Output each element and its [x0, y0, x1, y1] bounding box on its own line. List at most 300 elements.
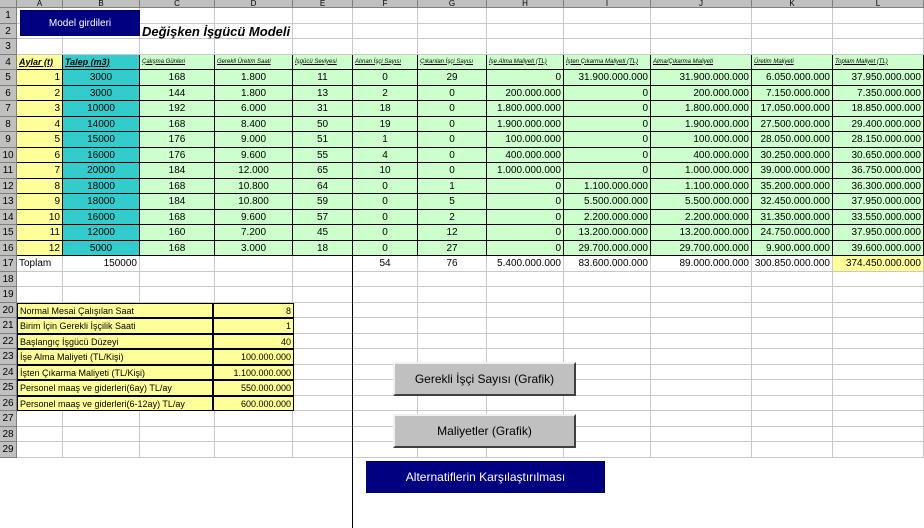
input-value[interactable]: 600.000.000	[213, 396, 294, 412]
table-cell[interactable]: 5	[418, 194, 487, 210]
grid-cell[interactable]	[564, 24, 651, 40]
table-cell[interactable]: 37.950.000.000	[833, 70, 924, 86]
table-cell[interactable]: 0	[564, 86, 651, 102]
row-header-24[interactable]: 24	[0, 365, 17, 381]
grid-cell[interactable]	[17, 427, 63, 443]
input-value[interactable]: 40	[213, 334, 294, 350]
table-cell[interactable]: 0	[353, 179, 418, 195]
row-header-5[interactable]: 5	[0, 70, 17, 86]
grid-cell[interactable]	[293, 24, 353, 40]
table-cell[interactable]: 30.250.000.000	[752, 148, 833, 164]
workers-chart-button[interactable]: Gerekli İşçi Sayısı (Grafik)	[393, 362, 576, 396]
column-header-c[interactable]: C	[140, 0, 215, 8]
table-cell[interactable]: 29.700.000.000	[651, 241, 752, 257]
grid-cell[interactable]	[418, 8, 487, 24]
table-cell[interactable]: 6.050.000.000	[752, 70, 833, 86]
table-cell[interactable]: 39.600.000.000	[833, 241, 924, 257]
table-cell[interactable]: 0	[353, 225, 418, 241]
row-header-9[interactable]: 9	[0, 132, 17, 148]
grid-cell[interactable]	[140, 39, 215, 55]
grid-cell[interactable]	[63, 427, 140, 443]
grid-cell[interactable]	[418, 24, 487, 40]
grid-cell[interactable]	[752, 442, 833, 458]
table-cell[interactable]: 18000	[63, 179, 140, 195]
table-cell[interactable]: 20000	[63, 163, 140, 179]
grid-cell[interactable]	[63, 272, 140, 288]
grid-cell[interactable]	[651, 411, 752, 427]
grid-cell[interactable]	[293, 349, 353, 365]
grid-cell[interactable]	[293, 411, 353, 427]
grid-cell[interactable]	[293, 8, 353, 24]
grid-cell[interactable]	[833, 318, 924, 334]
table-cell[interactable]: 9.600	[215, 148, 293, 164]
grid-cell[interactable]	[752, 427, 833, 443]
grid-cell[interactable]	[487, 396, 564, 412]
grid-cell[interactable]	[752, 334, 833, 350]
table-cell[interactable]: 64	[293, 179, 353, 195]
grid-cell[interactable]	[564, 8, 651, 24]
grid-cell[interactable]	[564, 303, 651, 319]
grid-cell[interactable]	[651, 287, 752, 303]
table-cell[interactable]: 6.000	[215, 101, 293, 117]
row-header-2[interactable]: 2	[0, 24, 17, 40]
table-cell[interactable]: 12.000	[215, 163, 293, 179]
table-cell[interactable]: 0	[418, 117, 487, 133]
grid-cell[interactable]	[140, 427, 215, 443]
grid-cell[interactable]	[215, 272, 293, 288]
table-cell[interactable]: 39.000.000.000	[752, 163, 833, 179]
table-cell[interactable]: 168	[140, 117, 215, 133]
table-cell[interactable]: 7	[17, 163, 63, 179]
grid-cell[interactable]	[418, 272, 487, 288]
table-cell[interactable]: 29	[418, 70, 487, 86]
table-cell[interactable]: 11	[293, 70, 353, 86]
grid-cell[interactable]	[353, 396, 418, 412]
grid-cell[interactable]	[215, 411, 293, 427]
input-value[interactable]: 1.100.000.000	[213, 365, 294, 381]
table-cell[interactable]: 0	[418, 148, 487, 164]
table-cell[interactable]: 8.400	[215, 117, 293, 133]
grid-cell[interactable]	[140, 442, 215, 458]
grid-cell[interactable]	[833, 24, 924, 40]
table-cell[interactable]: 28.050.000.000	[752, 132, 833, 148]
table-cell[interactable]: 2	[17, 86, 63, 102]
grid-cell[interactable]	[651, 427, 752, 443]
row-header-20[interactable]: 20	[0, 303, 17, 319]
table-cell[interactable]: 0	[564, 101, 651, 117]
grid-cell[interactable]	[487, 8, 564, 24]
grid-cell[interactable]	[140, 256, 215, 272]
grid-cell[interactable]	[752, 318, 833, 334]
table-cell[interactable]: 0	[487, 179, 564, 195]
grid-cell[interactable]	[215, 287, 293, 303]
grid-cell[interactable]	[353, 272, 418, 288]
table-cell[interactable]: 1.800	[215, 86, 293, 102]
table-cell[interactable]: 1	[17, 70, 63, 86]
grid-cell[interactable]	[293, 318, 353, 334]
table-cell[interactable]: 18	[293, 241, 353, 257]
grid-cell[interactable]	[651, 24, 752, 40]
grid-cell[interactable]	[487, 303, 564, 319]
table-cell[interactable]: 3	[17, 101, 63, 117]
table-cell[interactable]: 55	[293, 148, 353, 164]
table-cell[interactable]: 12	[17, 241, 63, 257]
grid-cell[interactable]	[752, 24, 833, 40]
grid-cell[interactable]	[752, 39, 833, 55]
row-header-23[interactable]: 23	[0, 349, 17, 365]
table-cell[interactable]: 1.100.000.000	[564, 179, 651, 195]
grid-cell[interactable]	[17, 287, 63, 303]
row-header-11[interactable]: 11	[0, 163, 17, 179]
table-cell[interactable]: 5	[17, 132, 63, 148]
grid-cell[interactable]	[564, 427, 651, 443]
grid-cell[interactable]	[752, 365, 833, 381]
table-cell[interactable]: 9.900.000.000	[752, 241, 833, 257]
grid-cell[interactable]	[833, 287, 924, 303]
grid-cell[interactable]	[418, 287, 487, 303]
model-inputs-button[interactable]: Model girdileri	[20, 10, 140, 36]
row-header-25[interactable]: 25	[0, 380, 17, 396]
grid-cell[interactable]	[140, 8, 215, 24]
table-cell[interactable]: 29.700.000.000	[564, 241, 651, 257]
table-cell[interactable]: 9	[17, 194, 63, 210]
table-cell[interactable]: 184	[140, 163, 215, 179]
table-cell[interactable]: 12	[418, 225, 487, 241]
grid-cell[interactable]	[651, 442, 752, 458]
table-cell[interactable]: 15000	[63, 132, 140, 148]
table-cell[interactable]: 7.150.000.000	[752, 86, 833, 102]
table-cell[interactable]: 27.500.000.000	[752, 117, 833, 133]
table-cell[interactable]: 16000	[63, 148, 140, 164]
table-cell[interactable]: 24.750.000.000	[752, 225, 833, 241]
table-cell[interactable]: 0	[487, 194, 564, 210]
table-cell[interactable]: 7.350.000.000	[833, 86, 924, 102]
grid-cell[interactable]	[833, 272, 924, 288]
grid-cell[interactable]	[63, 411, 140, 427]
grid-cell[interactable]	[833, 380, 924, 396]
table-cell[interactable]: 10.800	[215, 179, 293, 195]
column-header-l[interactable]: L	[833, 0, 924, 8]
grid-cell[interactable]	[418, 303, 487, 319]
input-value[interactable]: 8	[213, 303, 294, 319]
total-label[interactable]: Toplam	[17, 256, 63, 272]
total-hired[interactable]: 54	[353, 256, 418, 272]
grid-cell[interactable]	[418, 318, 487, 334]
table-cell[interactable]: 5000	[63, 241, 140, 257]
grid-cell[interactable]	[293, 39, 353, 55]
table-cell[interactable]: 0	[487, 241, 564, 257]
grid-cell[interactable]	[353, 334, 418, 350]
table-cell[interactable]: 100.000.000	[487, 132, 564, 148]
table-cell[interactable]: 5.500.000.000	[564, 194, 651, 210]
table-cell[interactable]: 1.800	[215, 70, 293, 86]
table-cell[interactable]: 1.800.000.000	[487, 101, 564, 117]
grid-cell[interactable]	[353, 287, 418, 303]
grid-cell[interactable]	[487, 334, 564, 350]
column-header-d[interactable]: D	[215, 0, 293, 8]
table-cell[interactable]: 1	[353, 132, 418, 148]
table-cell[interactable]: 2.200.000.000	[651, 210, 752, 226]
grid-cell[interactable]	[215, 8, 293, 24]
grid-cell[interactable]	[833, 334, 924, 350]
table-cell[interactable]: 10000	[63, 101, 140, 117]
row-header-1[interactable]: 1	[0, 8, 17, 24]
row-header-7[interactable]: 7	[0, 101, 17, 117]
select-all-corner[interactable]	[0, 0, 17, 8]
table-cell[interactable]: 9.600	[215, 210, 293, 226]
table-cell[interactable]: 10	[353, 163, 418, 179]
table-cell[interactable]: 51	[293, 132, 353, 148]
table-cell[interactable]: 30.650.000.000	[833, 148, 924, 164]
table-cell[interactable]: 0	[418, 101, 487, 117]
table-cell[interactable]: 10	[17, 210, 63, 226]
grid-cell[interactable]	[752, 8, 833, 24]
input-value[interactable]: 1	[213, 318, 294, 334]
table-cell[interactable]: 0	[418, 132, 487, 148]
table-cell[interactable]: 184	[140, 194, 215, 210]
table-cell[interactable]: 35.200.000.000	[752, 179, 833, 195]
row-header-29[interactable]: 29	[0, 442, 17, 458]
table-cell[interactable]: 59	[293, 194, 353, 210]
grid-cell[interactable]	[752, 396, 833, 412]
grid-cell[interactable]	[353, 318, 418, 334]
grid-cell[interactable]	[564, 287, 651, 303]
table-cell[interactable]: 400.000.000	[487, 148, 564, 164]
row-header-4[interactable]: 4	[0, 55, 17, 71]
table-cell[interactable]: 10.800	[215, 194, 293, 210]
grid-cell[interactable]	[752, 303, 833, 319]
grid-cell[interactable]	[353, 24, 418, 40]
grid-cell[interactable]	[63, 39, 140, 55]
row-header-12[interactable]: 12	[0, 179, 17, 195]
table-cell[interactable]: 4	[353, 148, 418, 164]
table-cell[interactable]: 17.050.000.000	[752, 101, 833, 117]
grid-cell[interactable]	[564, 442, 651, 458]
grid-cell[interactable]	[564, 380, 651, 396]
grid-cell[interactable]	[651, 8, 752, 24]
table-cell[interactable]: 2	[353, 86, 418, 102]
table-cell[interactable]: 36.300.000.000	[833, 179, 924, 195]
row-header-19[interactable]: 19	[0, 287, 17, 303]
grid-cell[interactable]	[564, 349, 651, 365]
row-header-26[interactable]: 26	[0, 396, 17, 412]
grid-cell[interactable]	[651, 303, 752, 319]
table-cell[interactable]: 176	[140, 132, 215, 148]
table-cell[interactable]: 3000	[63, 86, 140, 102]
table-cell[interactable]: 0	[487, 225, 564, 241]
row-header-28[interactable]: 28	[0, 427, 17, 443]
table-cell[interactable]: 2.200.000.000	[564, 210, 651, 226]
grid-cell[interactable]	[215, 442, 293, 458]
table-cell[interactable]: 0	[353, 194, 418, 210]
table-cell[interactable]: 11	[17, 225, 63, 241]
row-header-10[interactable]: 10	[0, 148, 17, 164]
total-hire-cost[interactable]: 5.400.000.000	[487, 256, 564, 272]
table-cell[interactable]: 8	[17, 179, 63, 195]
row-header-14[interactable]: 14	[0, 210, 17, 226]
row-header-15[interactable]: 15	[0, 225, 17, 241]
grid-cell[interactable]	[752, 349, 833, 365]
grid-cell[interactable]	[293, 303, 353, 319]
compare-alternatives-button[interactable]: Alternatiflerin Karşılaştırılması	[366, 461, 605, 493]
grid-cell[interactable]	[487, 318, 564, 334]
grid-cell[interactable]	[833, 442, 924, 458]
table-cell[interactable]: 5.500.000.000	[651, 194, 752, 210]
grid-cell[interactable]	[140, 287, 215, 303]
table-cell[interactable]: 31.900.000.000	[564, 70, 651, 86]
table-cell[interactable]: 1.900.000.000	[651, 117, 752, 133]
grid-cell[interactable]	[752, 287, 833, 303]
table-cell[interactable]: 6	[17, 148, 63, 164]
total-demand[interactable]: 150000	[63, 256, 140, 272]
table-cell[interactable]: 1.800.000.000	[651, 101, 752, 117]
row-header-6[interactable]: 6	[0, 86, 17, 102]
table-cell[interactable]: 1.900.000.000	[487, 117, 564, 133]
table-cell[interactable]: 14000	[63, 117, 140, 133]
table-cell[interactable]: 4	[17, 117, 63, 133]
column-header-g[interactable]: G	[418, 0, 487, 8]
grid-cell[interactable]	[293, 396, 353, 412]
grid-cell[interactable]	[651, 349, 752, 365]
grid-cell[interactable]	[17, 39, 63, 55]
grid-cell[interactable]	[833, 349, 924, 365]
grid-cell[interactable]	[293, 380, 353, 396]
table-cell[interactable]: 1.100.000.000	[651, 179, 752, 195]
table-cell[interactable]: 13.200.000.000	[564, 225, 651, 241]
grid-cell[interactable]	[564, 318, 651, 334]
grid-cell[interactable]	[651, 365, 752, 381]
grid-cell[interactable]	[487, 287, 564, 303]
grid-cell[interactable]	[140, 411, 215, 427]
grid-cell[interactable]	[140, 272, 215, 288]
grid-cell[interactable]	[752, 272, 833, 288]
table-cell[interactable]: 12000	[63, 225, 140, 241]
table-cell[interactable]: 37.950.000.000	[833, 194, 924, 210]
table-cell[interactable]: 0	[564, 163, 651, 179]
table-cell[interactable]: 192	[140, 101, 215, 117]
grid-cell[interactable]	[17, 411, 63, 427]
table-cell[interactable]: 0	[564, 117, 651, 133]
table-cell[interactable]: 31	[293, 101, 353, 117]
grid-cell[interactable]	[353, 303, 418, 319]
grid-cell[interactable]	[487, 24, 564, 40]
column-header-e[interactable]: E	[293, 0, 353, 8]
table-cell[interactable]: 3.000	[215, 241, 293, 257]
grid-cell[interactable]	[487, 39, 564, 55]
total-prod-cost[interactable]: 300.850.000.000	[752, 256, 833, 272]
grid-cell[interactable]	[833, 396, 924, 412]
row-header-21[interactable]: 21	[0, 318, 17, 334]
grid-cell[interactable]	[752, 411, 833, 427]
table-cell[interactable]: 1.000.000.000	[487, 163, 564, 179]
grid-cell[interactable]	[17, 442, 63, 458]
table-cell[interactable]: 7.200	[215, 225, 293, 241]
table-cell[interactable]: 18.850.000.000	[833, 101, 924, 117]
table-cell[interactable]: 1.000.000.000	[651, 163, 752, 179]
grid-cell[interactable]	[63, 442, 140, 458]
grid-cell[interactable]	[752, 380, 833, 396]
table-cell[interactable]: 168	[140, 241, 215, 257]
grid-cell[interactable]	[215, 39, 293, 55]
table-cell[interactable]: 13.200.000.000	[651, 225, 752, 241]
table-cell[interactable]: 50	[293, 117, 353, 133]
table-cell[interactable]: 9.000	[215, 132, 293, 148]
grid-cell[interactable]	[564, 334, 651, 350]
table-cell[interactable]: 31.350.000.000	[752, 210, 833, 226]
table-cell[interactable]: 45	[293, 225, 353, 241]
table-cell[interactable]: 160	[140, 225, 215, 241]
grid-cell[interactable]	[63, 287, 140, 303]
grid-cell[interactable]	[564, 365, 651, 381]
grid-cell[interactable]	[564, 39, 651, 55]
table-cell[interactable]: 65	[293, 163, 353, 179]
grid-cell[interactable]	[215, 427, 293, 443]
grid-cell[interactable]	[418, 39, 487, 55]
table-cell[interactable]: 28.150.000.000	[833, 132, 924, 148]
grid-cell[interactable]	[293, 334, 353, 350]
column-header-h[interactable]: H	[487, 0, 564, 8]
grid-cell[interactable]	[564, 411, 651, 427]
table-cell[interactable]: 100.000.000	[651, 132, 752, 148]
table-cell[interactable]: 33.550.000.000	[833, 210, 924, 226]
row-header-18[interactable]: 18	[0, 272, 17, 288]
table-cell[interactable]: 0	[353, 210, 418, 226]
grid-cell[interactable]	[17, 272, 63, 288]
table-cell[interactable]: 0	[564, 148, 651, 164]
table-cell[interactable]: 13	[293, 86, 353, 102]
input-value[interactable]: 100.000.000	[213, 349, 294, 365]
grid-cell[interactable]	[418, 334, 487, 350]
table-cell[interactable]: 144	[140, 86, 215, 102]
table-cell[interactable]: 168	[140, 179, 215, 195]
table-cell[interactable]: 0	[353, 70, 418, 86]
grid-cell[interactable]	[833, 39, 924, 55]
table-cell[interactable]: 3000	[63, 70, 140, 86]
grid-cell[interactable]	[651, 318, 752, 334]
grid-cell[interactable]	[651, 39, 752, 55]
grid-cell[interactable]	[293, 442, 353, 458]
input-value[interactable]: 550.000.000	[213, 380, 294, 396]
grid-cell[interactable]	[833, 365, 924, 381]
row-header-8[interactable]: 8	[0, 117, 17, 133]
table-cell[interactable]: 200.000.000	[651, 86, 752, 102]
table-cell[interactable]: 200.000.000	[487, 86, 564, 102]
table-cell[interactable]: 168	[140, 210, 215, 226]
table-cell[interactable]: 0	[564, 132, 651, 148]
grid-cell[interactable]	[833, 427, 924, 443]
table-cell[interactable]: 0	[353, 241, 418, 257]
table-cell[interactable]: 0	[487, 210, 564, 226]
grid-cell[interactable]	[833, 8, 924, 24]
table-cell[interactable]: 29.400.000.000	[833, 117, 924, 133]
total-change-cost[interactable]: 89.000.000.000	[651, 256, 752, 272]
table-cell[interactable]: 400.000.000	[651, 148, 752, 164]
grid-cell[interactable]	[293, 256, 353, 272]
grid-cell[interactable]	[353, 39, 418, 55]
grid-cell[interactable]	[833, 303, 924, 319]
total-total-cost[interactable]: 374.450.000.000	[833, 256, 924, 272]
table-cell[interactable]: 0	[487, 70, 564, 86]
total-fired[interactable]: 76	[418, 256, 487, 272]
table-cell[interactable]: 2	[418, 210, 487, 226]
table-cell[interactable]: 57	[293, 210, 353, 226]
table-cell[interactable]: 1	[418, 179, 487, 195]
table-cell[interactable]: 18	[353, 101, 418, 117]
table-cell[interactable]: 168	[140, 70, 215, 86]
column-header-a[interactable]: A	[17, 0, 63, 8]
grid-cell[interactable]	[564, 272, 651, 288]
grid-cell[interactable]	[418, 396, 487, 412]
